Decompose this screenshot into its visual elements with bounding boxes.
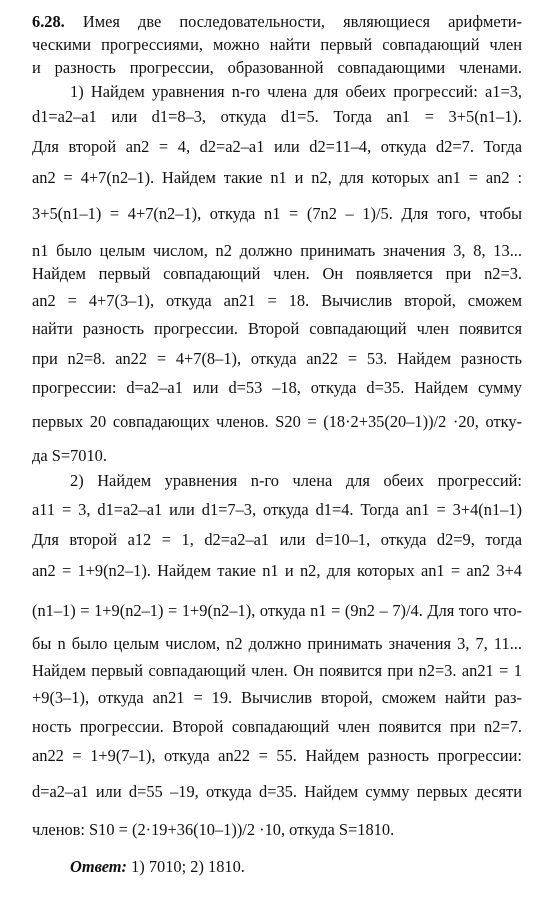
text-line: d1=a2–a1 или d1=8–3, откуда d1=5. Тогда an1 = 3+5(n1–1). [32,107,522,126]
text-line: ческими прогрессиями, можно найти первый совпадающий член [32,35,522,54]
problem-number: 6.28. [32,12,65,31]
text-line: Для второй an2 = 4, d2=a2–a1 или d2=11–4, откуда d2=7. Тогда [32,137,522,156]
text-line: +9(3–1), откуда an21 = 19. Вычислив второй, сможем найти раз- [32,688,522,707]
text-line: n1 было целым числом, n2 должно принимать значения 3, 8, 13... [32,241,522,260]
answer-line [70,857,522,877]
answer-text: 1) 7010; 2) 1810. [131,857,245,876]
text-line: 2) Найдем уравнения n-го члена для обеих прогрессий: [70,471,522,490]
text-line: и разность прогрессии, образованной совпадающими членами. [32,58,522,77]
text-line: ность прогрессии. Второй совпадающий член появится при n2=7. [32,717,522,736]
text-line: Для второй a12 = 1, d2=a2–a1 или d=10–1, откуда d2=9, тогда [32,530,522,549]
text-line: 1) Найдем уравнения n-го члена для обеих прогрессий: a1=3, [70,82,522,101]
text-line: первых 20 совпадающих членов. S20 = (18·2+35(20–1))/2 ·20, отку- [32,412,522,431]
text-line: найти разность прогрессии. Второй совпадающий член появится [32,319,522,338]
text-line: (n1–1) = 1+9(n2–1) = 1+9(n2–1), откуда n1 = (9n2 – 7)/4. Для того что- [32,601,522,620]
text-line: a11 = 3, d1=a2–a1 или d1=7–3, откуда d1=4. Тогда an1 = 3+4(n1–1) [32,500,522,519]
text-line: an2 = 4+7(3–1), откуда an21 = 18. Вычислив второй, сможем [32,291,522,310]
text-line: при n2=8. an22 = 4+7(8–1), откуда an22 = 53. Найдем разность [32,349,522,368]
text-line: членов: S10 = (2·19+36(10–1))/2 ·10, откуда S=1810. [32,820,395,839]
text-line: 3+5(n1–1) = 4+7(n2–1), откуда n1 = (7n2 – 1)/5. Для того, чтобы [32,204,522,223]
text-line: Найдем первый совпадающий член. Он появляется при n2=3. [32,264,522,283]
answer-label: Ответ: [70,857,127,876]
text-line: Найдем первый совпадающий член. Он появится при n2=3. an21 = 1 [32,661,522,680]
text-line: прогрессии: d=a2–a1 или d=53 –18, откуда d=35. Найдем сумму [32,378,522,397]
text-line: an2 = 1+9(n2–1). Найдем такие n1 и n2, для которых an1 = an2 3+4 [32,561,522,580]
text-line: d=a2–a1 или d=55 –19, откуда d=35. Найдем сумму первых десяти [32,782,522,801]
text-line: 6.28. Имея две последовательности, являющиеся арифмети- [32,12,522,31]
text-line: да S=7010. [32,446,107,465]
text-line: an2 = 4+7(n2–1). Найдем такие n1 и n2, для которых an1 = an2 : [32,168,522,187]
text-line: an22 = 1+9(7–1), откуда an22 = 55. Найдем разность прогрессии: [32,746,522,765]
text-line: бы n было целым числом, n2 должно принимать значения 3, 7, 11... [32,634,522,653]
